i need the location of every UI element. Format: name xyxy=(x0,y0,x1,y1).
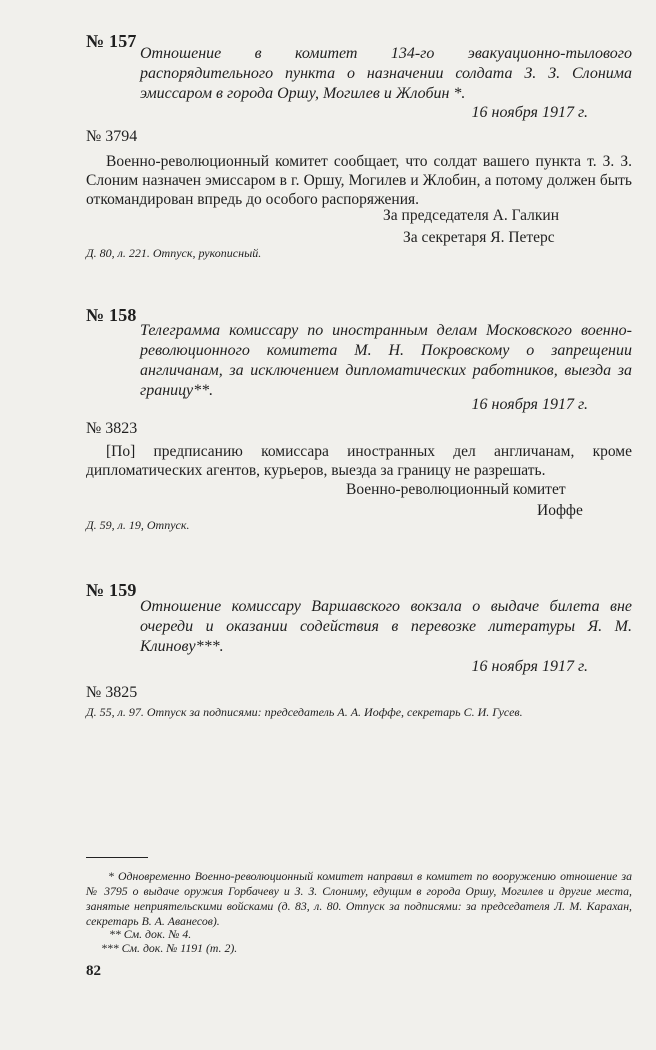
doc-157-body: Военно-революционный комитет сообщает, что солдат вашего пункта т. З. З. Слоним назначен эмиссаром в г. Оршу, Могилев и Жлобин, а потому должен быть откомандирован впредь до особого распоряжения. xyxy=(86,153,632,208)
footnote-3: *** См. док. № 1191 (т. 2). xyxy=(101,941,238,955)
doc-158-outgoing-number: № 3823 xyxy=(86,420,138,437)
doc-157-heading: Отношение в комитет 134-го эвакуационно-тылового распорядительного пункта о назначении солдата З. З. Слонима эмиссаром в города Оршу, Могилев и Жлобин *. xyxy=(140,45,632,102)
footnote-2: ** См. док. № 4. xyxy=(109,927,192,941)
doc-157-archive-note: Д. 80, л. 221. Отпуск, рукописный. xyxy=(86,246,262,260)
doc-157-number: № 157 xyxy=(86,31,137,51)
doc-158-body: [По] предписанию комиссара иностранных дел англичанам, кроме дипломатических агентов, курьеров, выезда за границу не разрешать. xyxy=(86,443,632,479)
doc-159-archive-note: Д. 55, л. 97. Отпуск за подписями: председатель А. А. Иоффе, секретарь С. И. Гусев. xyxy=(86,705,523,719)
doc-157-date: 16 ноября 1917 г. xyxy=(471,104,588,121)
page-number: 82 xyxy=(86,963,101,979)
doc-158-signature-ioffe: Иоффе xyxy=(537,502,583,519)
doc-159-date: 16 ноября 1917 г. xyxy=(471,658,588,675)
doc-158-signature-committee: Военно-революционный комитет xyxy=(346,481,566,498)
doc-158-number: № 158 xyxy=(86,305,137,325)
doc-158-heading: Телеграмма комиссару по иностранным делам Московского военно-революционного комитета М. Н. Покровскому о запрещении англичанам, за исключением дипломатических работников, выезда за границу**. xyxy=(140,322,632,399)
doc-159-number: № 159 xyxy=(86,580,137,600)
footnote-1: * Одновременно Военно-революционный комитет направил в комитет по вооружению отношение за № 3795 о выдаче оружия Горбачеву и З. З. Слониму, едущим в города Оршу, Могилев и другие места, занятые неприятельскими войсками (д. 83, л. 80. Отпуск за подписями: за председателя Л. М. Карахан, секретарь В. А. Аванесов). xyxy=(86,869,632,928)
footnote-divider xyxy=(86,857,148,858)
doc-157-signature-chair: За председателя А. Галкин xyxy=(383,207,560,224)
doc-157-outgoing-number: № 3794 xyxy=(86,128,138,145)
doc-159-heading: Отношение комиссару Варшавского вокзала о выдаче билета вне очереди и оказании содействия в перевозке литературы Я. М. Клинову***. xyxy=(140,598,632,655)
doc-158-archive-note: Д. 59, л. 19, Отпуск. xyxy=(86,518,190,532)
doc-159-outgoing-number: № 3825 xyxy=(86,684,138,701)
doc-157-signature-secretary: За секретаря Я. Петерс xyxy=(403,229,555,246)
doc-158-date: 16 ноября 1917 г. xyxy=(471,396,588,413)
